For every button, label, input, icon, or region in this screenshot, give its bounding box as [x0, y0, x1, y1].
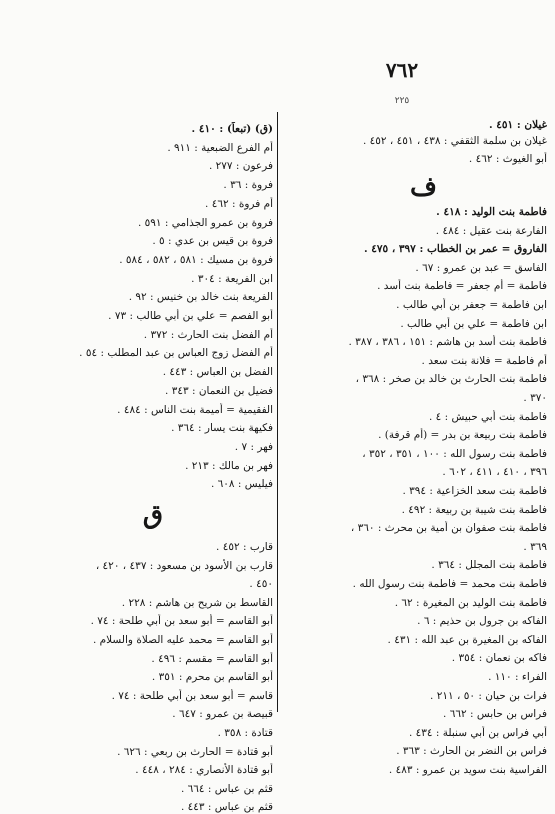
index-entry: فاطمة بنت شيبة بن ربيعة : ٤٩٢ . — [401, 503, 547, 516]
index-entry: فاطمة بنت الوليد بن المغيرة : ٦٢ . — [394, 596, 547, 609]
index-entry: أم الفضل بنت الحارث : ٣٧٢ . — [143, 328, 273, 341]
cropped-top-text: ٢٢٥ — [394, 96, 410, 106]
index-entry: ٣٧٠ . — [523, 392, 547, 404]
index-entry: ابن الفريعة : ٣٠٤ . — [191, 272, 273, 285]
index-entry: الفراء : ١١٠ . — [488, 671, 547, 683]
page-number: ٧٦٢ — [385, 58, 419, 82]
index-entry: غيلان : ٤٥١ . — [488, 119, 547, 131]
index-entry: فروة بن قيس بن عدي : ٥ . — [152, 235, 273, 248]
index-entry: أم الفضل زوج العباس بن عبد المطلب : ٥٤ . — [79, 347, 273, 360]
index-entry: قارب بن الأسود بن مسعود : ٤٣٧ ، ٤٢٠ ، — [95, 559, 273, 572]
section-letter: ف — [410, 172, 437, 202]
index-entry: فكيهة بنت يسار : ٣٦٤ . — [171, 422, 273, 435]
index-entry: فاطمة بنت محمد = فاطمة بنت رسول الله . — [352, 578, 547, 590]
index-entry: فهر : ٧ . — [234, 440, 273, 453]
index-entry: قثم بن عباس : ٦٦٤ . — [180, 782, 273, 795]
index-entry: الفاسق = عبد بن عمرو : ٦٧ . — [415, 261, 547, 274]
index-entry: أبو القاسم = محمد عليه الصلاة والسلام . — [92, 634, 273, 646]
index-entry: الفراسية بنت سويد بن عمرو : ٤٨٣ . — [388, 764, 547, 776]
index-entry: غيلان بن سلمة الثقفي : ٤٣٨ ، ٤٥١ ، ٤٥٢ . — [362, 135, 547, 147]
index-entry: الفاكه بن المغيرة بن عبد الله : ٤٣١ . — [387, 633, 547, 646]
index-entry: أبو القاسم بن محرم : ٣٥١ . — [151, 671, 273, 684]
index-entry: ٣٩٦ ، ٤١٠ ، ٤١١ ، ٦٠٢ . — [442, 466, 547, 479]
index-entry: فاطمة بنت أبي حبيش : ٤ . — [428, 410, 547, 423]
index-entry: فاطمة بنت سعد الخزاعية : ٣٩٤ . — [402, 485, 547, 497]
index-entry: ابن فاطمة = علي بن أبي طالب . — [400, 317, 547, 330]
index-entry: القاسط بن شريح بن هاشم : ٢٢٨ . — [121, 596, 273, 609]
index-entry: فهر بن مالك : ٢١٣ . — [185, 459, 273, 472]
index-entry: قاسم = أبو سعد بن أبي طلحة : ٧٤ . — [111, 689, 273, 702]
index-entry: فاطمة بنت أسد بن هاشم : ١٥١ ، ٣٨٦ ، ٣٨٧ . — [348, 336, 547, 349]
index-entry: أبو قتادة الأنصاري : ٢٨٤ ، ٤٤٨ . — [135, 764, 273, 777]
index-entry: فرات بن حيان : ٥٠ ، ٢١١ . — [430, 689, 547, 702]
index-entry: فروة بن مسيك : ٥٨١ ، ٥٨٢ ، ٥٨٤ . — [119, 253, 273, 266]
index-entry: أم فاطمة = فلانة بنت سعد . — [421, 354, 547, 367]
index-entry: قارب : ٤٥٢ . — [216, 541, 273, 553]
index-entry: الفضل بن العباس : ٤٤٣ . — [162, 366, 273, 379]
index-entry: فاطمة بنت الحارث بن خالد بن صخر : ٣٦٨ ، — [355, 373, 547, 386]
index-entry: (ق) (تبعاً) : ٤١٠ . — [191, 123, 273, 135]
index-entry: فاطمة بنت صفوان بن أمية بن محرث : ٣٦٠ ، — [350, 522, 547, 535]
index-entry: فاطمة بنت المجلل : ٣٦٤ . — [431, 559, 547, 572]
index-entry: فروة : ٣٦ . — [223, 179, 273, 192]
index-entry: فضيل بن النعمان : ٣٤٣ . — [165, 384, 273, 397]
index-entry: أبو القاسم = مقسم : ٤٩٦ . — [151, 652, 273, 665]
index-entry: فاطمة بنت ربيعة بن بدر = (أم قرفة) . — [378, 429, 547, 442]
index-entry: قثم بن عباس : ٤٤٣ . — [180, 801, 273, 814]
index-entry: الفقيمية = أميمة بنت الناس : ٤٨٤ . — [117, 403, 273, 416]
index-entry: أبو الفصم = علي بن أبي طالب : ٧٣ . — [108, 310, 273, 322]
index-entry: أم الفرع الضبعية : ٩١١ . — [167, 141, 273, 154]
index-entry: فاكه بن نعمان : ٣٥٤ . — [451, 652, 547, 665]
index-entry: فراس بن النضر بن الحارث : ٣٦٣ . — [396, 745, 547, 758]
column-divider — [277, 112, 278, 712]
index-entry: الفارعة بنت عقيل : ٤٨٤ . — [435, 224, 547, 237]
index-entry: فاطمة بنت الوليد : ٤١٨ . — [436, 206, 547, 218]
index-entry: ابن فاطمة = جعفر بن أبي طالب . — [396, 299, 547, 311]
index-entry: أبو الغيوث : ٤٦٢ . — [468, 153, 547, 165]
index-entry: فاطمة بنت رسول الله : ١٠٠ ، ٣٥١ ، ٣٥٢ ، — [362, 447, 547, 460]
index-entry: فاطمة = أم جعفر = فاطمة بنت أسد . — [377, 280, 547, 293]
index-entry: قتادة : ٣٥٨ . — [217, 727, 273, 739]
index-entry: ٤٥٠ . — [249, 578, 273, 591]
index-entry: فروة بن عمرو الجذامي : ٥٩١ . — [137, 216, 273, 229]
section-letter: ق — [142, 500, 163, 530]
index-entry: فراس بن حابس : ٦٦٢ . — [443, 708, 547, 721]
index-entry: الفريعة بنت خالد بن خنيس : ٩٢ . — [128, 291, 273, 304]
index-entry: أم فروة : ٤٦٢ . — [205, 197, 273, 210]
index-entry: أبو قتادة = الحارث بن ربعي : ٦٢٦ . — [117, 745, 273, 758]
index-entry: ٣٦٩ . — [523, 540, 547, 553]
index-entry: أبو القاسم = أبو سعد بن أبي طلحة : ٧٤ . — [90, 615, 273, 628]
index-entry: فرعون : ٢٧٧ . — [208, 160, 273, 173]
index-entry: فيليس : ٦٠٨ . — [210, 478, 273, 491]
index-entry: الفاروق = عمر بن الخطاب : ٣٩٧ ، ٤٧٥ . — [363, 243, 547, 256]
index-entry: الفاكه بن جرول بن حذيم : ٦ . — [417, 615, 547, 628]
index-entry: قبيصة بن عمرو : ٦٤٧ . — [172, 708, 273, 721]
index-entry: أبي فراس بن أبي سنبلة : ٤٣٤ . — [408, 726, 547, 739]
